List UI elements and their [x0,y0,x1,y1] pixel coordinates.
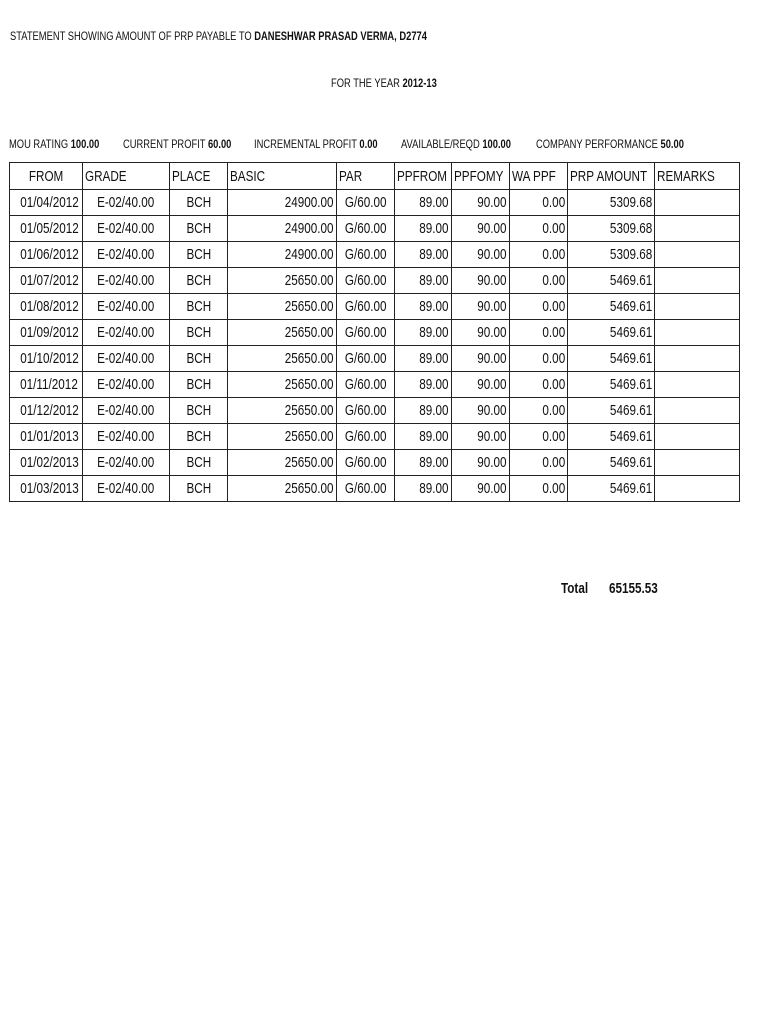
ppfrom-cell: 89.00 [395,294,452,320]
col-header-remarks: REMARKS [655,163,740,190]
basic-cell: 25650.00 [228,450,337,476]
ppfrom-cell: 89.00 [395,398,452,424]
ppfrom-cell: 89.00 [395,346,452,372]
remarks-cell [655,320,740,346]
grade-cell: E-02/40.00 [83,398,170,424]
prp-amount-cell: 5469.61 [568,450,655,476]
prp-amount-cell: 5309.68 [568,216,655,242]
prp-amount-cell: 5309.68 [568,242,655,268]
basic-cell: 25650.00 [228,424,337,450]
from-cell: 01/12/2012 [10,398,83,424]
metric-company-performance: COMPANY PERFORMANCE 50.00 [536,137,684,151]
ppfrom-cell: 89.00 [395,450,452,476]
remarks-cell [655,424,740,450]
par-cell: G/60.00 [337,450,395,476]
par-cell: G/60.00 [337,346,395,372]
ppfomy-cell: 90.00 [452,294,510,320]
employee-name: DANESHWAR PRASAD VERMA, D2774 [254,29,427,43]
table-row [10,190,740,216]
wa-ppf-cell: 0.00 [510,398,568,424]
grade-cell: E-02/40.00 [83,268,170,294]
from-cell: 01/06/2012 [10,242,83,268]
place-cell: BCH [170,372,228,398]
prp-amount-cell: 5469.61 [568,294,655,320]
col-header-wa-ppf: WA PPF [510,163,568,190]
prp-amount-cell: 5469.61 [568,268,655,294]
ppfrom-cell: 89.00 [395,190,452,216]
basic-cell: 24900.00 [228,242,337,268]
from-cell: 01/11/2012 [10,372,83,398]
year-line [331,76,467,90]
remarks-cell [655,242,740,268]
col-header-par: PAR [337,163,395,190]
remarks-cell [655,476,740,502]
table-row [10,268,740,294]
ppfomy-cell: 90.00 [452,242,510,268]
par-cell: G/60.00 [337,216,395,242]
year-value: 2012-13 [402,76,437,90]
from-cell: 01/04/2012 [10,190,83,216]
table-row [10,424,740,450]
table-row [10,216,740,242]
prp-table [9,162,740,502]
grade-cell: E-02/40.00 [83,190,170,216]
basic-cell: 25650.00 [228,372,337,398]
metrics-row [0,137,768,153]
par-cell: G/60.00 [337,476,395,502]
remarks-cell [655,190,740,216]
prp-amount-cell: 5469.61 [568,398,655,424]
col-header-grade: GRADE [83,163,170,190]
from-cell: 01/08/2012 [10,294,83,320]
metric-incremental-profit: INCREMENTAL PROFIT 0.00 [254,137,378,151]
title-prefix: STATEMENT SHOWING AMOUNT OF PRP PAYABLE TO [10,29,252,43]
table-row [10,398,740,424]
col-header-prp-amount: PRP AMOUNT [568,163,655,190]
place-cell: BCH [170,268,228,294]
wa-ppf-cell: 0.00 [510,476,568,502]
ppfomy-cell: 90.00 [452,424,510,450]
metric-mou-rating: MOU RATING 100.00 [9,137,100,151]
wa-ppf-cell: 0.00 [510,268,568,294]
basic-cell: 25650.00 [228,476,337,502]
remarks-cell [655,450,740,476]
grade-cell: E-02/40.00 [83,346,170,372]
ppfrom-cell: 89.00 [395,242,452,268]
remarks-cell [655,398,740,424]
place-cell: BCH [170,242,228,268]
total-label: Total [561,580,589,597]
place-cell: BCH [170,190,228,216]
basic-cell: 25650.00 [228,268,337,294]
prp-amount-cell: 5469.61 [568,424,655,450]
wa-ppf-cell: 0.00 [510,216,568,242]
place-cell: BCH [170,424,228,450]
table-row [10,476,740,502]
ppfrom-cell: 89.00 [395,476,452,502]
wa-ppf-cell: 0.00 [510,294,568,320]
grade-cell: E-02/40.00 [83,424,170,450]
col-header-place: PLACE [170,163,228,190]
prp-amount-cell: 5469.61 [568,476,655,502]
grade-cell: E-02/40.00 [83,372,170,398]
prp-amount-cell: 5469.61 [568,346,655,372]
grade-cell: E-02/40.00 [83,216,170,242]
table-row [10,372,740,398]
place-cell: BCH [170,216,228,242]
ppfrom-cell: 89.00 [395,268,452,294]
place-cell: BCH [170,398,228,424]
basic-cell: 25650.00 [228,346,337,372]
ppfomy-cell: 90.00 [452,320,510,346]
ppfomy-cell: 90.00 [452,372,510,398]
par-cell: G/60.00 [337,242,395,268]
par-cell: G/60.00 [337,424,395,450]
wa-ppf-cell: 0.00 [510,424,568,450]
col-header-from: FROM [10,163,83,190]
wa-ppf-cell: 0.00 [510,242,568,268]
place-cell: BCH [170,294,228,320]
remarks-cell [655,294,740,320]
total-value: 65155.53 [609,580,658,597]
ppfrom-cell: 89.00 [395,424,452,450]
ppfomy-cell: 90.00 [452,346,510,372]
prp-amount-cell: 5469.61 [568,372,655,398]
col-header-ppfrom: PPFROM [395,163,452,190]
remarks-cell [655,216,740,242]
par-cell: G/60.00 [337,320,395,346]
basic-cell: 25650.00 [228,398,337,424]
prp-amount-cell: 5469.61 [568,320,655,346]
ppfomy-cell: 90.00 [452,476,510,502]
par-cell: G/60.00 [337,372,395,398]
from-cell: 01/01/2013 [10,424,83,450]
grade-cell: E-02/40.00 [83,242,170,268]
metric-available-reqd: AVAILABLE/REQD 100.00 [401,137,511,151]
par-cell: G/60.00 [337,398,395,424]
ppfomy-cell: 90.00 [452,190,510,216]
grade-cell: E-02/40.00 [83,476,170,502]
basic-cell: 25650.00 [228,320,337,346]
statement-title [10,29,545,43]
place-cell: BCH [170,450,228,476]
ppfrom-cell: 89.00 [395,216,452,242]
wa-ppf-cell: 0.00 [510,320,568,346]
grade-cell: E-02/40.00 [83,294,170,320]
from-cell: 01/10/2012 [10,346,83,372]
par-cell: G/60.00 [337,268,395,294]
ppfomy-cell: 90.00 [452,450,510,476]
grade-cell: E-02/40.00 [83,320,170,346]
from-cell: 01/07/2012 [10,268,83,294]
wa-ppf-cell: 0.00 [510,450,568,476]
table-row [10,450,740,476]
wa-ppf-cell: 0.00 [510,346,568,372]
place-cell: BCH [170,346,228,372]
par-cell: G/60.00 [337,190,395,216]
col-header-ppfomy: PPFOMY [452,163,510,190]
place-cell: BCH [170,476,228,502]
basic-cell: 24900.00 [228,216,337,242]
wa-ppf-cell: 0.00 [510,372,568,398]
from-cell: 01/03/2013 [10,476,83,502]
metric-current-profit: CURRENT PROFIT 60.00 [123,137,232,151]
table-row [10,320,740,346]
from-cell: 01/05/2012 [10,216,83,242]
table-row [10,346,740,372]
remarks-cell [655,268,740,294]
ppfomy-cell: 90.00 [452,398,510,424]
table-row [10,242,740,268]
basic-cell: 25650.00 [228,294,337,320]
col-header-basic: BASIC [228,163,337,190]
remarks-cell [655,372,740,398]
ppfomy-cell: 90.00 [452,216,510,242]
ppfrom-cell: 89.00 [395,372,452,398]
from-cell: 01/02/2013 [10,450,83,476]
place-cell: BCH [170,320,228,346]
ppfrom-cell: 89.00 [395,320,452,346]
wa-ppf-cell: 0.00 [510,190,568,216]
par-cell: G/60.00 [337,294,395,320]
remarks-cell [655,346,740,372]
table-row [10,294,740,320]
prp-amount-cell: 5309.68 [568,190,655,216]
ppfomy-cell: 90.00 [452,268,510,294]
basic-cell: 24900.00 [228,190,337,216]
table-header-row [10,163,740,190]
grade-cell: E-02/40.00 [83,450,170,476]
from-cell: 01/09/2012 [10,320,83,346]
year-label: FOR THE YEAR [331,76,400,90]
